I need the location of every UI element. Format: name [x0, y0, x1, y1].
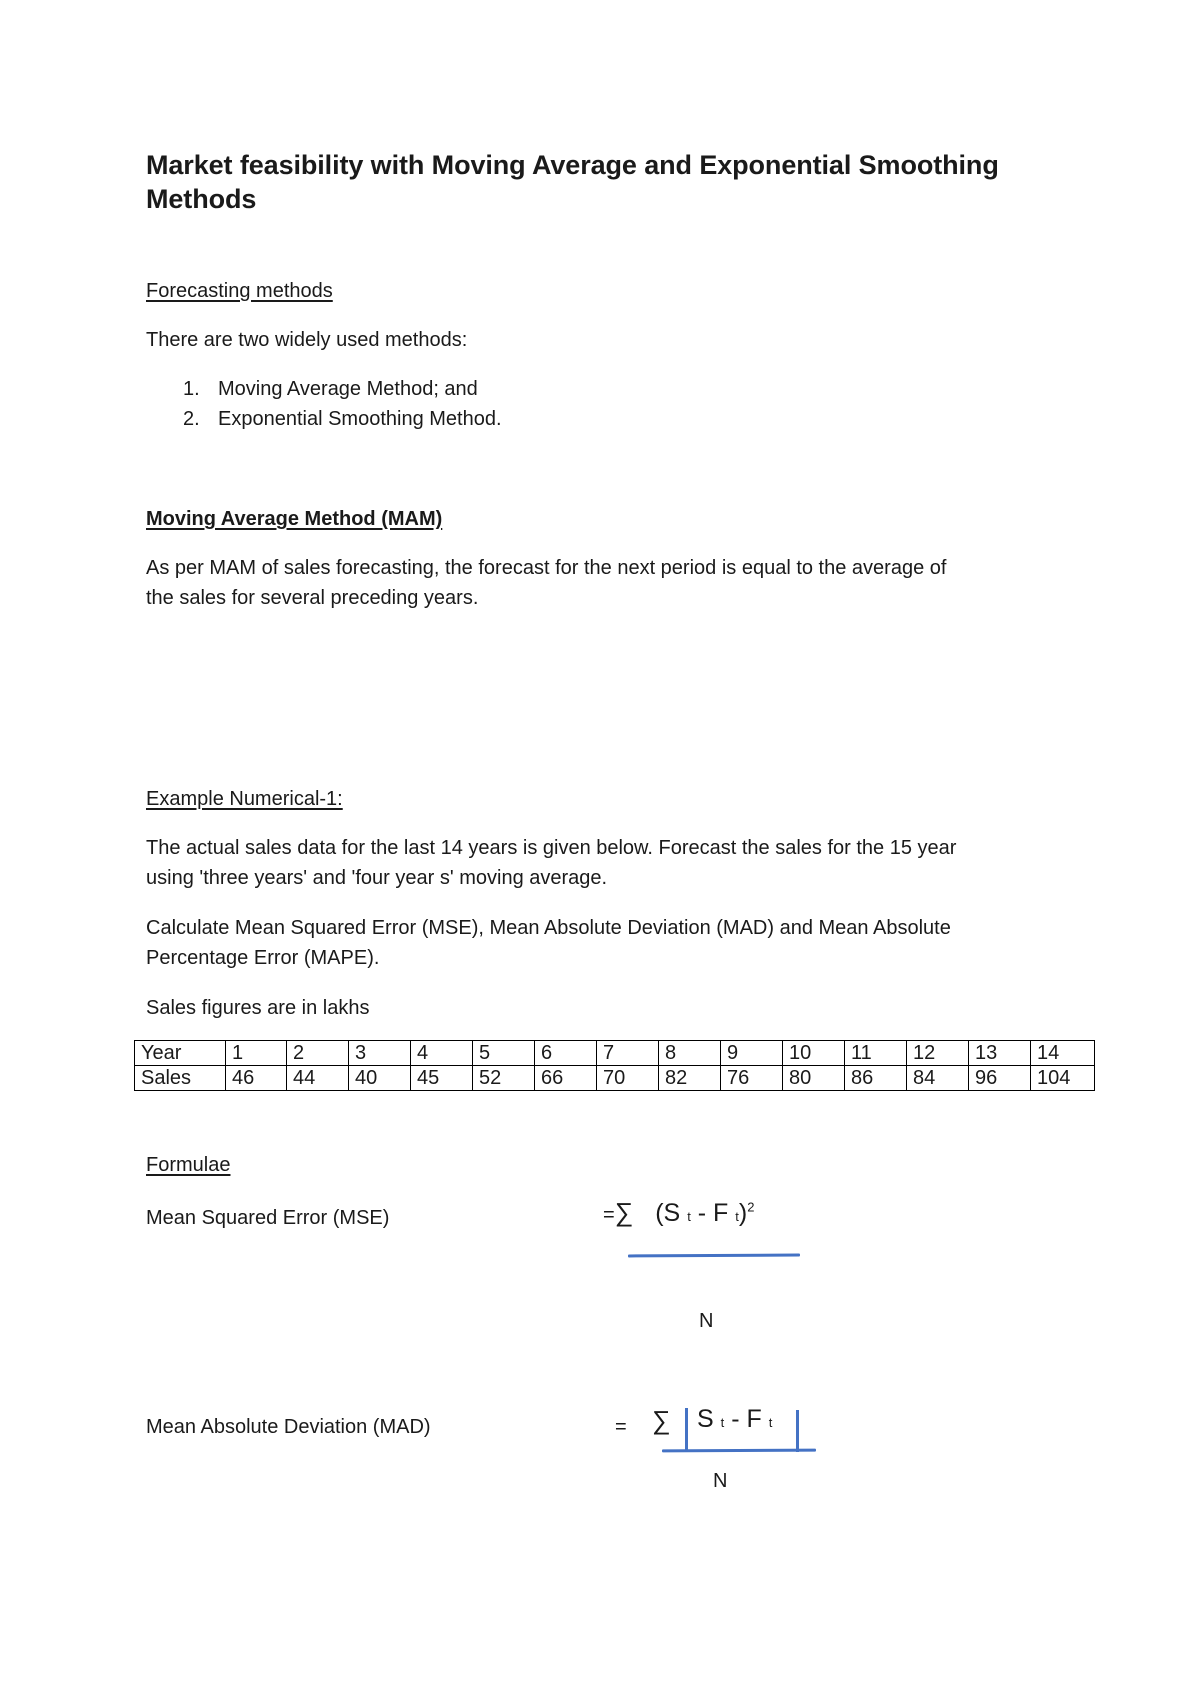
- sigma-symbol: ∑: [652, 1405, 671, 1435]
- table-cell: 80: [783, 1066, 845, 1091]
- table-cell: 66: [535, 1066, 597, 1091]
- table-cell: 2: [287, 1041, 349, 1066]
- table-row-label: Sales: [135, 1066, 226, 1091]
- sigma-symbol: ∑: [614, 1197, 634, 1227]
- mse-numerator: [603, 1197, 754, 1228]
- subscript-t: t: [720, 1415, 725, 1430]
- intro-text: There are two widely used methods:: [146, 329, 468, 351]
- table-cell: 52: [473, 1066, 535, 1091]
- subscript-t: t: [735, 1209, 739, 1224]
- mse-term-minus: - F: [697, 1199, 729, 1227]
- table-cell: 46: [226, 1066, 287, 1091]
- mad-numerator: [697, 1405, 772, 1434]
- superscript-2: 2: [747, 1199, 755, 1215]
- table-cell: 84: [907, 1066, 969, 1091]
- table-cell: 86: [845, 1066, 907, 1091]
- formulae-heading: Formulae: [146, 1154, 231, 1176]
- subscript-t: t: [768, 1415, 773, 1430]
- mam-heading: Moving Average Method (MAM): [146, 508, 443, 530]
- mad-label: Mean Absolute Deviation (MAD): [146, 1416, 431, 1438]
- absolute-bar-left: [685, 1408, 688, 1452]
- subscript-t: t: [687, 1209, 691, 1224]
- equals-sign: =: [615, 1416, 627, 1438]
- table-cell: 76: [721, 1066, 783, 1091]
- table-cell: 14: [1031, 1041, 1095, 1066]
- mad-fraction-line: [662, 1449, 816, 1453]
- example-paragraph-line2: using 'three years' and 'four year s' moving average.: [146, 867, 608, 889]
- mse-term-close: ): [738, 1199, 748, 1227]
- table-cell: 8: [659, 1041, 721, 1066]
- list-item-number: 1.: [183, 378, 200, 400]
- table-cell: 44: [287, 1066, 349, 1091]
- table-cell: 12: [907, 1041, 969, 1066]
- table-row-sales: [135, 1066, 1095, 1091]
- mad-denominator: N: [713, 1470, 728, 1492]
- table-cell: 96: [969, 1066, 1031, 1091]
- table-cell: 6: [535, 1041, 597, 1066]
- table-row-years: [135, 1041, 1095, 1066]
- table-cell: 4: [411, 1041, 473, 1066]
- calc-paragraph-line2: Percentage Error (MAPE).: [146, 947, 380, 969]
- table-cell: 82: [659, 1066, 721, 1091]
- mam-paragraph-line2: the sales for several preceding years.: [146, 587, 479, 609]
- table-cell: 40: [349, 1066, 411, 1091]
- table-cell: 10: [783, 1041, 845, 1066]
- mse-label: Mean Squared Error (MSE): [146, 1207, 390, 1229]
- equals-sign: =: [603, 1204, 615, 1226]
- calc-paragraph-line1: Calculate Mean Squared Error (MSE), Mean Absolute Deviation (MAD) and Mean Absolute: [146, 917, 951, 939]
- table-cell: 11: [845, 1041, 907, 1066]
- mse-fraction-line: [628, 1254, 800, 1258]
- mse-term-open: (S: [655, 1199, 681, 1227]
- mad-term-minus: - F: [731, 1405, 762, 1433]
- mse-denominator: N: [699, 1310, 714, 1332]
- example-heading: Example Numerical-1:: [146, 788, 343, 810]
- document-title-line1: Market feasibility with Moving Average and Exponential Smoothing: [146, 150, 999, 180]
- forecasting-methods-heading: Forecasting methods: [146, 280, 333, 302]
- table-cell: 70: [597, 1066, 659, 1091]
- sales-note: Sales figures are in lakhs: [146, 997, 370, 1019]
- table-cell: 45: [411, 1066, 473, 1091]
- list-item: Moving Average Method; and: [218, 378, 478, 400]
- table-cell: 3: [349, 1041, 411, 1066]
- table-cell: 13: [969, 1041, 1031, 1066]
- list-item: Exponential Smoothing Method.: [218, 408, 502, 430]
- table-cell: 1: [226, 1041, 287, 1066]
- document-title-line2: Methods: [146, 184, 257, 214]
- sales-table: [134, 1040, 1095, 1091]
- absolute-bar-right: [796, 1410, 799, 1452]
- table-cell: 5: [473, 1041, 535, 1066]
- mam-paragraph-line1: As per MAM of sales forecasting, the forecast for the next period is equal to the average of: [146, 557, 947, 579]
- example-paragraph-line1: The actual sales data for the last 14 years is given below. Forecast the sales for the 15 year: [146, 837, 957, 859]
- table-row-label: Year: [135, 1041, 226, 1066]
- mad-term-s: S: [697, 1405, 714, 1433]
- list-item-number: 2.: [183, 408, 200, 430]
- table-cell: 104: [1031, 1066, 1095, 1091]
- table-cell: 7: [597, 1041, 659, 1066]
- table-cell: 9: [721, 1041, 783, 1066]
